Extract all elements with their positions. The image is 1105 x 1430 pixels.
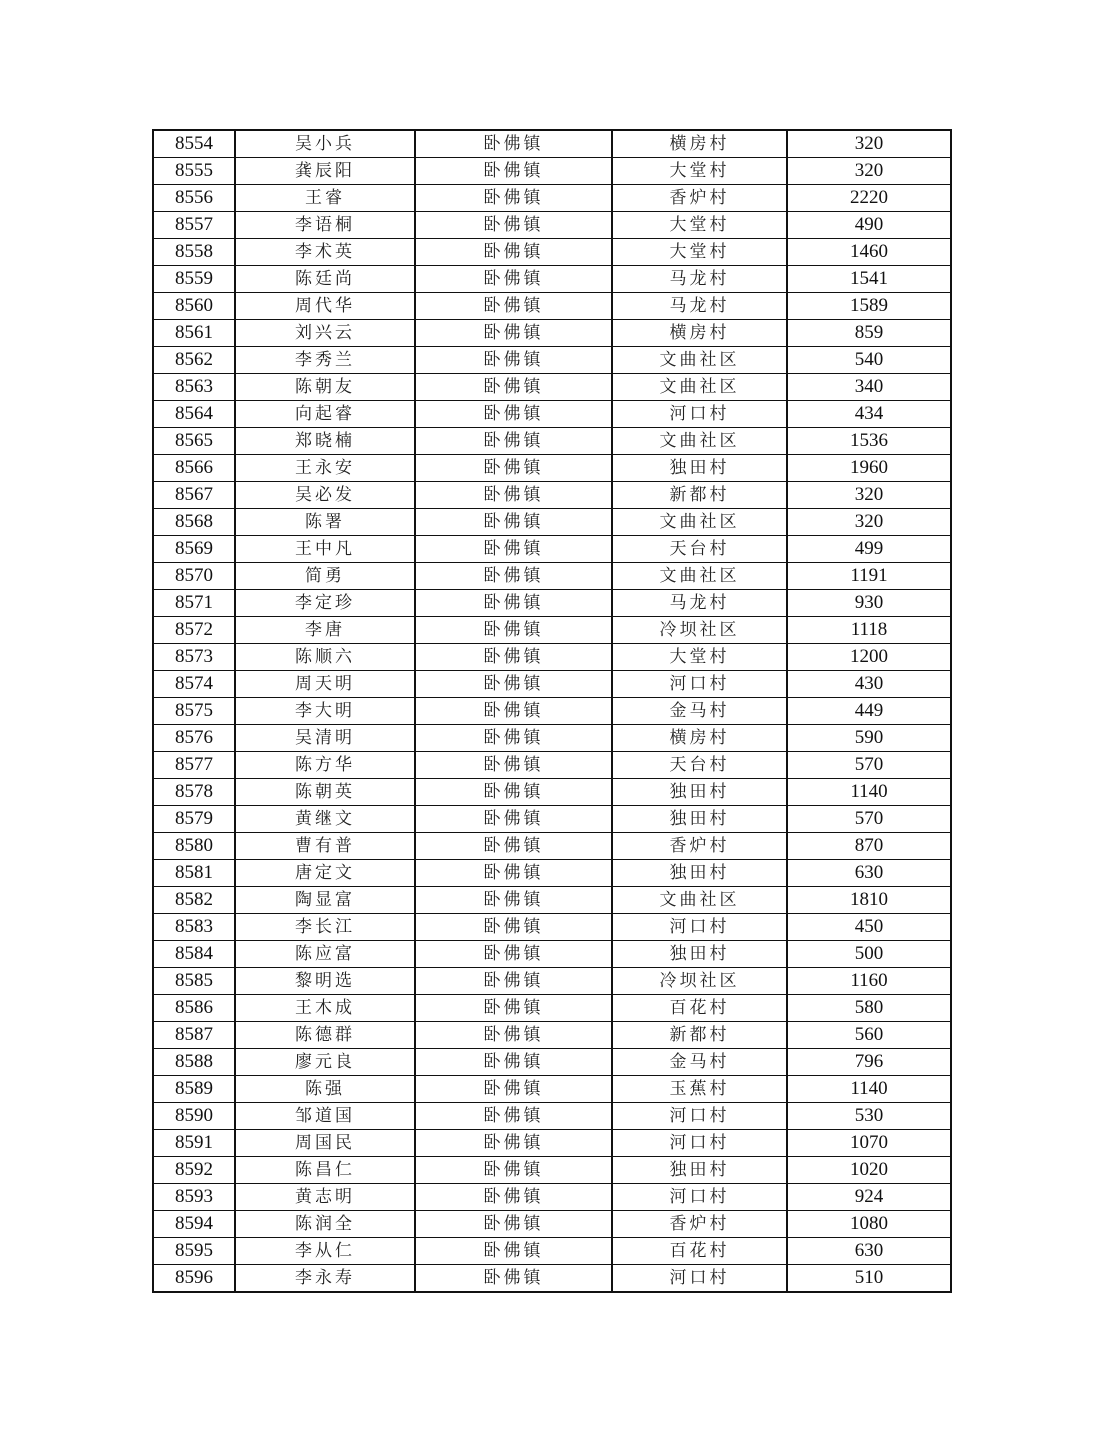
village-cell: 香炉村 xyxy=(612,1211,787,1238)
table-row xyxy=(153,509,951,536)
table-row xyxy=(153,887,951,914)
amount-cell: 870 xyxy=(787,833,951,860)
person-name-cell: 李永寿 xyxy=(235,1265,415,1293)
village-cell: 河口村 xyxy=(612,1130,787,1157)
village-cell: 河口村 xyxy=(612,1265,787,1293)
village-cell: 横房村 xyxy=(612,725,787,752)
village-cell: 金马村 xyxy=(612,698,787,725)
table-row xyxy=(153,347,951,374)
town-cell: 卧佛镇 xyxy=(415,374,612,401)
amount-cell: 499 xyxy=(787,536,951,563)
person-name-cell: 廖元良 xyxy=(235,1049,415,1076)
table-row xyxy=(153,725,951,752)
village-cell: 独田村 xyxy=(612,941,787,968)
record-id-cell: 8567 xyxy=(153,482,235,509)
village-cell: 马龙村 xyxy=(612,590,787,617)
village-cell: 独田村 xyxy=(612,1157,787,1184)
table-row xyxy=(153,1211,951,1238)
amount-cell: 570 xyxy=(787,752,951,779)
record-id-cell: 8594 xyxy=(153,1211,235,1238)
village-cell: 横房村 xyxy=(612,130,787,158)
village-cell: 大堂村 xyxy=(612,239,787,266)
table-row xyxy=(153,833,951,860)
town-cell: 卧佛镇 xyxy=(415,1184,612,1211)
person-name-cell: 陈顺六 xyxy=(235,644,415,671)
person-name-cell: 王木成 xyxy=(235,995,415,1022)
record-id-cell: 8579 xyxy=(153,806,235,833)
amount-cell: 1191 xyxy=(787,563,951,590)
town-cell: 卧佛镇 xyxy=(415,671,612,698)
amount-cell: 930 xyxy=(787,590,951,617)
village-cell: 文曲社区 xyxy=(612,428,787,455)
town-cell: 卧佛镇 xyxy=(415,212,612,239)
person-name-cell: 黄志明 xyxy=(235,1184,415,1211)
amount-cell: 630 xyxy=(787,860,951,887)
person-name-cell: 龚辰阳 xyxy=(235,158,415,185)
amount-cell: 1200 xyxy=(787,644,951,671)
amount-cell: 1960 xyxy=(787,455,951,482)
record-id-cell: 8563 xyxy=(153,374,235,401)
person-name-cell: 邹道国 xyxy=(235,1103,415,1130)
record-id-cell: 8596 xyxy=(153,1265,235,1293)
village-cell: 马龙村 xyxy=(612,293,787,320)
person-name-cell: 吴必发 xyxy=(235,482,415,509)
amount-cell: 1070 xyxy=(787,1130,951,1157)
person-name-cell: 周天明 xyxy=(235,671,415,698)
table-row xyxy=(153,1238,951,1265)
record-id-cell: 8575 xyxy=(153,698,235,725)
village-cell: 玉蕉村 xyxy=(612,1076,787,1103)
record-id-cell: 8560 xyxy=(153,293,235,320)
record-id-cell: 8561 xyxy=(153,320,235,347)
roster-table xyxy=(152,129,952,1293)
record-id-cell: 8583 xyxy=(153,914,235,941)
record-id-cell: 8590 xyxy=(153,1103,235,1130)
table-row xyxy=(153,401,951,428)
amount-cell: 2220 xyxy=(787,185,951,212)
person-name-cell: 李大明 xyxy=(235,698,415,725)
table-row xyxy=(153,482,951,509)
amount-cell: 1140 xyxy=(787,779,951,806)
amount-cell: 560 xyxy=(787,1022,951,1049)
table-row xyxy=(153,644,951,671)
village-cell: 香炉村 xyxy=(612,185,787,212)
person-name-cell: 黄继文 xyxy=(235,806,415,833)
amount-cell: 434 xyxy=(787,401,951,428)
table-row xyxy=(153,995,951,1022)
person-name-cell: 简勇 xyxy=(235,563,415,590)
amount-cell: 580 xyxy=(787,995,951,1022)
record-id-cell: 8554 xyxy=(153,130,235,158)
person-name-cell: 李从仁 xyxy=(235,1238,415,1265)
town-cell: 卧佛镇 xyxy=(415,1022,612,1049)
person-name-cell: 陈强 xyxy=(235,1076,415,1103)
amount-cell: 630 xyxy=(787,1238,951,1265)
record-id-cell: 8588 xyxy=(153,1049,235,1076)
person-name-cell: 曹有普 xyxy=(235,833,415,860)
table-row xyxy=(153,914,951,941)
record-id-cell: 8587 xyxy=(153,1022,235,1049)
town-cell: 卧佛镇 xyxy=(415,1238,612,1265)
record-id-cell: 8584 xyxy=(153,941,235,968)
town-cell: 卧佛镇 xyxy=(415,266,612,293)
record-id-cell: 8582 xyxy=(153,887,235,914)
record-id-cell: 8558 xyxy=(153,239,235,266)
record-id-cell: 8578 xyxy=(153,779,235,806)
table-row xyxy=(153,617,951,644)
village-cell: 文曲社区 xyxy=(612,563,787,590)
town-cell: 卧佛镇 xyxy=(415,1049,612,1076)
table-row xyxy=(153,239,951,266)
amount-cell: 1080 xyxy=(787,1211,951,1238)
person-name-cell: 陈应富 xyxy=(235,941,415,968)
town-cell: 卧佛镇 xyxy=(415,185,612,212)
village-cell: 冷坝社区 xyxy=(612,617,787,644)
table-row xyxy=(153,212,951,239)
town-cell: 卧佛镇 xyxy=(415,1103,612,1130)
person-name-cell: 李术英 xyxy=(235,239,415,266)
amount-cell: 340 xyxy=(787,374,951,401)
amount-cell: 570 xyxy=(787,806,951,833)
table-row xyxy=(153,860,951,887)
record-id-cell: 8591 xyxy=(153,1130,235,1157)
person-name-cell: 陈朝英 xyxy=(235,779,415,806)
town-cell: 卧佛镇 xyxy=(415,833,612,860)
person-name-cell: 刘兴云 xyxy=(235,320,415,347)
village-cell: 文曲社区 xyxy=(612,887,787,914)
village-cell: 独田村 xyxy=(612,860,787,887)
village-cell: 马龙村 xyxy=(612,266,787,293)
town-cell: 卧佛镇 xyxy=(415,509,612,536)
table-row xyxy=(153,563,951,590)
amount-cell: 1541 xyxy=(787,266,951,293)
person-name-cell: 陈署 xyxy=(235,509,415,536)
village-cell: 横房村 xyxy=(612,320,787,347)
table-row xyxy=(153,698,951,725)
table-row xyxy=(153,1130,951,1157)
town-cell: 卧佛镇 xyxy=(415,293,612,320)
table-row xyxy=(153,806,951,833)
person-name-cell: 王永安 xyxy=(235,455,415,482)
amount-cell: 590 xyxy=(787,725,951,752)
person-name-cell: 李语桐 xyxy=(235,212,415,239)
person-name-cell: 李唐 xyxy=(235,617,415,644)
person-name-cell: 陈润全 xyxy=(235,1211,415,1238)
table-row xyxy=(153,374,951,401)
town-cell: 卧佛镇 xyxy=(415,914,612,941)
amount-cell: 320 xyxy=(787,158,951,185)
amount-cell: 924 xyxy=(787,1184,951,1211)
record-id-cell: 8559 xyxy=(153,266,235,293)
village-cell: 文曲社区 xyxy=(612,347,787,374)
village-cell: 天台村 xyxy=(612,536,787,563)
record-id-cell: 8586 xyxy=(153,995,235,1022)
person-name-cell: 吴清明 xyxy=(235,725,415,752)
record-id-cell: 8581 xyxy=(153,860,235,887)
village-cell: 河口村 xyxy=(612,401,787,428)
record-id-cell: 8593 xyxy=(153,1184,235,1211)
amount-cell: 796 xyxy=(787,1049,951,1076)
record-id-cell: 8570 xyxy=(153,563,235,590)
village-cell: 独田村 xyxy=(612,806,787,833)
village-cell: 大堂村 xyxy=(612,212,787,239)
amount-cell: 1810 xyxy=(787,887,951,914)
record-id-cell: 8589 xyxy=(153,1076,235,1103)
amount-cell: 1020 xyxy=(787,1157,951,1184)
table-row xyxy=(153,1265,951,1293)
town-cell: 卧佛镇 xyxy=(415,1157,612,1184)
amount-cell: 320 xyxy=(787,130,951,158)
town-cell: 卧佛镇 xyxy=(415,617,612,644)
town-cell: 卧佛镇 xyxy=(415,563,612,590)
person-name-cell: 向起睿 xyxy=(235,401,415,428)
person-name-cell: 吴小兵 xyxy=(235,130,415,158)
record-id-cell: 8592 xyxy=(153,1157,235,1184)
village-cell: 独田村 xyxy=(612,455,787,482)
record-id-cell: 8585 xyxy=(153,968,235,995)
town-cell: 卧佛镇 xyxy=(415,1211,612,1238)
town-cell: 卧佛镇 xyxy=(415,1076,612,1103)
table-row xyxy=(153,455,951,482)
town-cell: 卧佛镇 xyxy=(415,482,612,509)
village-cell: 河口村 xyxy=(612,914,787,941)
person-name-cell: 陈德群 xyxy=(235,1022,415,1049)
table-row xyxy=(153,1076,951,1103)
village-cell: 河口村 xyxy=(612,1184,787,1211)
person-name-cell: 陈昌仁 xyxy=(235,1157,415,1184)
record-id-cell: 8595 xyxy=(153,1238,235,1265)
amount-cell: 540 xyxy=(787,347,951,374)
table-row xyxy=(153,1022,951,1049)
village-cell: 文曲社区 xyxy=(612,374,787,401)
roster-table-body xyxy=(153,130,951,1292)
town-cell: 卧佛镇 xyxy=(415,1265,612,1293)
table-row xyxy=(153,320,951,347)
record-id-cell: 8566 xyxy=(153,455,235,482)
table-row xyxy=(153,1157,951,1184)
amount-cell: 1140 xyxy=(787,1076,951,1103)
person-name-cell: 陶显富 xyxy=(235,887,415,914)
town-cell: 卧佛镇 xyxy=(415,320,612,347)
record-id-cell: 8572 xyxy=(153,617,235,644)
town-cell: 卧佛镇 xyxy=(415,968,612,995)
town-cell: 卧佛镇 xyxy=(415,779,612,806)
person-name-cell: 陈廷尚 xyxy=(235,266,415,293)
person-name-cell: 唐定文 xyxy=(235,860,415,887)
amount-cell: 320 xyxy=(787,482,951,509)
record-id-cell: 8562 xyxy=(153,347,235,374)
town-cell: 卧佛镇 xyxy=(415,428,612,455)
amount-cell: 1118 xyxy=(787,617,951,644)
person-name-cell: 王睿 xyxy=(235,185,415,212)
town-cell: 卧佛镇 xyxy=(415,887,612,914)
village-cell: 百花村 xyxy=(612,1238,787,1265)
amount-cell: 320 xyxy=(787,509,951,536)
town-cell: 卧佛镇 xyxy=(415,698,612,725)
town-cell: 卧佛镇 xyxy=(415,860,612,887)
record-id-cell: 8576 xyxy=(153,725,235,752)
town-cell: 卧佛镇 xyxy=(415,806,612,833)
table-row xyxy=(153,158,951,185)
amount-cell: 1589 xyxy=(787,293,951,320)
town-cell: 卧佛镇 xyxy=(415,590,612,617)
table-row xyxy=(153,185,951,212)
town-cell: 卧佛镇 xyxy=(415,239,612,266)
village-cell: 大堂村 xyxy=(612,644,787,671)
amount-cell: 430 xyxy=(787,671,951,698)
town-cell: 卧佛镇 xyxy=(415,455,612,482)
record-id-cell: 8574 xyxy=(153,671,235,698)
town-cell: 卧佛镇 xyxy=(415,941,612,968)
table-row xyxy=(153,293,951,320)
table-row xyxy=(153,590,951,617)
record-id-cell: 8569 xyxy=(153,536,235,563)
person-name-cell: 陈方华 xyxy=(235,752,415,779)
town-cell: 卧佛镇 xyxy=(415,158,612,185)
amount-cell: 500 xyxy=(787,941,951,968)
town-cell: 卧佛镇 xyxy=(415,725,612,752)
amount-cell: 449 xyxy=(787,698,951,725)
record-id-cell: 8573 xyxy=(153,644,235,671)
person-name-cell: 周代华 xyxy=(235,293,415,320)
record-id-cell: 8568 xyxy=(153,509,235,536)
village-cell: 百花村 xyxy=(612,995,787,1022)
record-id-cell: 8577 xyxy=(153,752,235,779)
village-cell: 香炉村 xyxy=(612,833,787,860)
town-cell: 卧佛镇 xyxy=(415,130,612,158)
village-cell: 河口村 xyxy=(612,671,787,698)
amount-cell: 859 xyxy=(787,320,951,347)
person-name-cell: 李长江 xyxy=(235,914,415,941)
village-cell: 河口村 xyxy=(612,1103,787,1130)
table-row xyxy=(153,1184,951,1211)
table-row xyxy=(153,130,951,158)
amount-cell: 510 xyxy=(787,1265,951,1293)
person-name-cell: 李定珍 xyxy=(235,590,415,617)
person-name-cell: 郑晓楠 xyxy=(235,428,415,455)
record-id-cell: 8556 xyxy=(153,185,235,212)
table-row xyxy=(153,1049,951,1076)
amount-cell: 1460 xyxy=(787,239,951,266)
town-cell: 卧佛镇 xyxy=(415,1130,612,1157)
table-row xyxy=(153,941,951,968)
amount-cell: 450 xyxy=(787,914,951,941)
record-id-cell: 8565 xyxy=(153,428,235,455)
village-cell: 新都村 xyxy=(612,1022,787,1049)
table-row xyxy=(153,968,951,995)
amount-cell: 1160 xyxy=(787,968,951,995)
table-row xyxy=(153,752,951,779)
village-cell: 新都村 xyxy=(612,482,787,509)
table-row xyxy=(153,671,951,698)
record-id-cell: 8580 xyxy=(153,833,235,860)
table-row xyxy=(153,428,951,455)
record-id-cell: 8571 xyxy=(153,590,235,617)
town-cell: 卧佛镇 xyxy=(415,536,612,563)
village-cell: 文曲社区 xyxy=(612,509,787,536)
person-name-cell: 周国民 xyxy=(235,1130,415,1157)
amount-cell: 530 xyxy=(787,1103,951,1130)
person-name-cell: 王中凡 xyxy=(235,536,415,563)
village-cell: 天台村 xyxy=(612,752,787,779)
town-cell: 卧佛镇 xyxy=(415,752,612,779)
amount-cell: 490 xyxy=(787,212,951,239)
town-cell: 卧佛镇 xyxy=(415,401,612,428)
village-cell: 大堂村 xyxy=(612,158,787,185)
town-cell: 卧佛镇 xyxy=(415,347,612,374)
table-row xyxy=(153,1103,951,1130)
village-cell: 金马村 xyxy=(612,1049,787,1076)
person-name-cell: 黎明选 xyxy=(235,968,415,995)
town-cell: 卧佛镇 xyxy=(415,644,612,671)
village-cell: 独田村 xyxy=(612,779,787,806)
town-cell: 卧佛镇 xyxy=(415,995,612,1022)
table-row xyxy=(153,779,951,806)
record-id-cell: 8564 xyxy=(153,401,235,428)
record-id-cell: 8557 xyxy=(153,212,235,239)
table-row xyxy=(153,536,951,563)
table-row xyxy=(153,266,951,293)
person-name-cell: 陈朝友 xyxy=(235,374,415,401)
amount-cell: 1536 xyxy=(787,428,951,455)
person-name-cell: 李秀兰 xyxy=(235,347,415,374)
record-id-cell: 8555 xyxy=(153,158,235,185)
village-cell: 冷坝社区 xyxy=(612,968,787,995)
